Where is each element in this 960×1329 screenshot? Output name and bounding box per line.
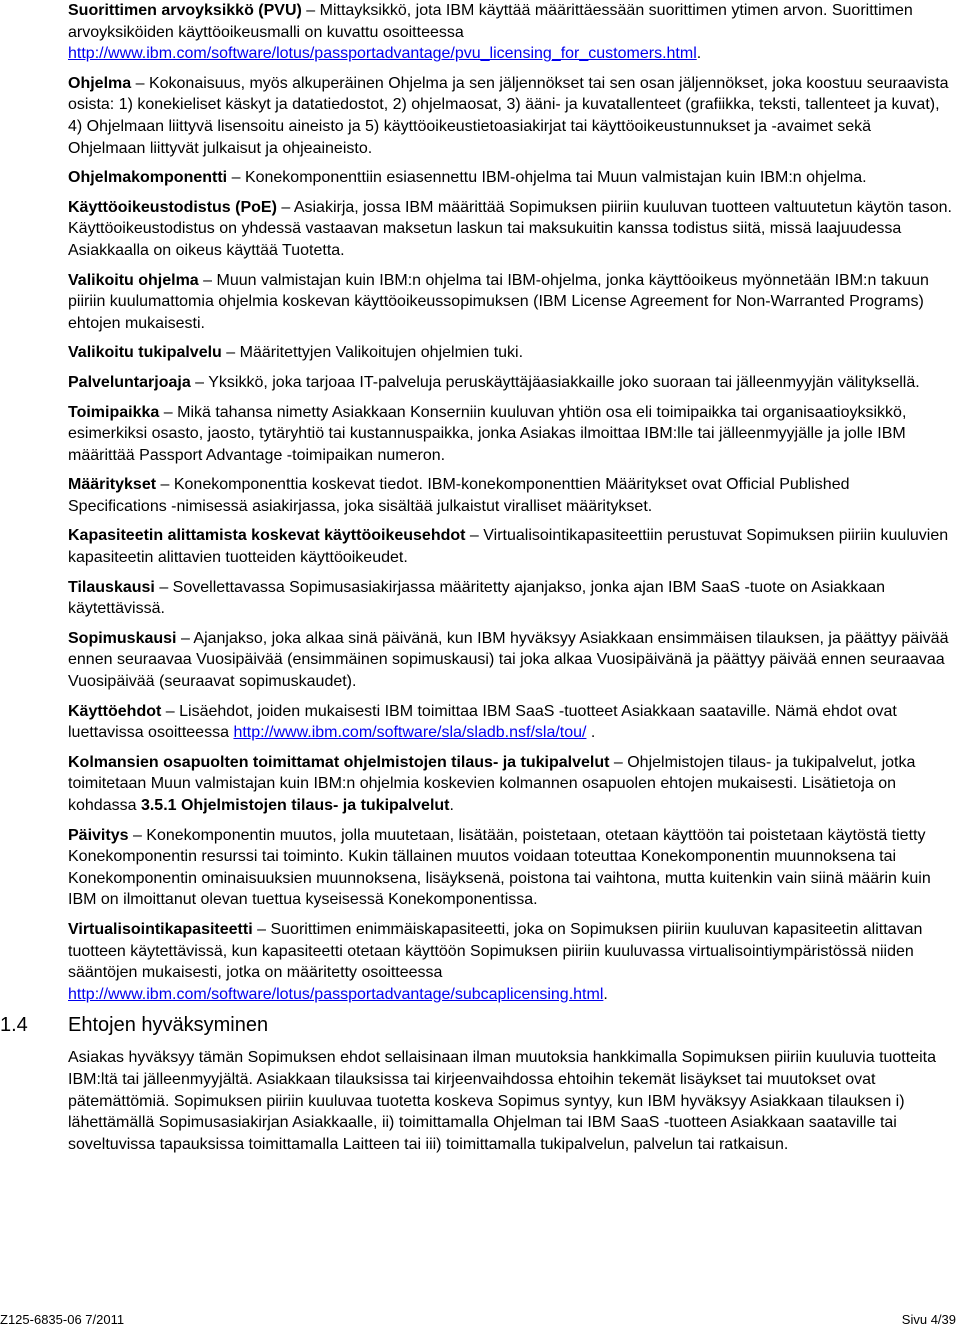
definition-term: Tilauskausi xyxy=(68,578,155,596)
terms-of-use-link[interactable]: http://www.ibm.com/software/sla/sladb.nsf/sla/tou/ xyxy=(233,724,587,742)
definition-poe: Käyttöoikeustodistus (PoE) – Asiakirja, jossa IBM määrittää Sopimuksen piiriin kuuluvan tuotteen valtuutetun käytön tason. Käyttöoikeustodistus on yhdessä vastaavan maksetun laskun tai maksukuitin kanssa todistus siitä, missä laajuudessa Asiakkaalla on oikeus käyttää Tuotetta. xyxy=(68,198,952,259)
definition-term: Palveluntarjoaja xyxy=(68,373,191,391)
definition-text: Muun valmistajan kuin IBM:n ohjelma tai IBM-ohjelma, jonka käyttöoikeus myönnetään IBM:n takuun piiriin kuulumattomia ohjelmia koskevan käyttöoikeussopimuksen (IBM License Agreement for Non-Warranted Programs) ehtojen mukaisesti. xyxy=(68,271,929,332)
definition-term: Toimipaikka xyxy=(68,403,160,421)
definition-ohjelma: Ohjelma – Kokonaisuus, myös alkuperäinen Ohjelma ja sen jäljennökset tai sen osan jäljennökset, joka koostuu seuraavista osista: 1) konekieliset käskyt ja datatiedostot, 2) ohjelmaosat, 3) ääni- ja kuvatallenteet (grafiikka, teksti, tallenteet ja kuvat), 4) Ohjelmaan liittyvä lisensoitu aineisto ja 5) käyttöoikeustietoasiakirjat tai käyttöoikeustunnukset ja -avaimet sekä Ohjelmaan liittyvät julkaisut ja ohjeaineisto. xyxy=(68,74,949,157)
definition-text: Mikä tahansa nimetty Asiakkaan Konserniin kuuluvan yhtiön osa eli toimipaikka tai organisaatioyksikkö, esimerkiksi osasto, jaosto, tytäryhtiö tai kustannuspaikka, jonka Asiakas ilmoittaa IBM:lle tai jälleenmyyjälle ja jolle IBM määrittää Passport Advantage -toimipaikan numeron. xyxy=(68,403,907,464)
definition-kayttoehdot: Käyttöehdot – Lisäehdot, joiden mukaisesti IBM toimittaa IBM SaaS -tuotteet Asiakkaan saataville. Nämä ehdot ovat luettavissa osoitteessa http://www.ibm.com/software/sla/sladb.nsf/sla/tou/ . xyxy=(68,702,897,742)
definition-term: Kapasiteetin alittamista koskevat käyttöoikeusehdot xyxy=(68,527,466,545)
definition-sopimuskausi: Sopimuskausi – Ajanjakso, joka alkaa sinä päivänä, kun IBM hyväksyy Asiakkaan ensimmäisen tilauksen, ja päättyy päivää ennen seuraavaa Vuosipäivää (ensimmäinen sopimuskausi) tai joka alkaa Vuosipäivänä ja päättyy päivää ennen seuraavaa Vuosipäivää (seuraavat sopimuskaudet). xyxy=(68,629,949,691)
definition-term: Päivitys xyxy=(68,826,129,844)
subcap-licensing-link[interactable]: http://www.ibm.com/software/lotus/passportadvantage/subcaplicensing.html xyxy=(68,985,604,1003)
definition-term: Virtualisointikapasiteetti xyxy=(68,920,253,938)
definition-term: Sopimuskausi xyxy=(68,629,177,647)
definition-kapasiteetin-alittaminen: Kapasiteetin alittamista koskevat käyttöoikeusehdot – Virtualisointikapasiteettiin perustuvat Sopimuksen piiriin kuuluvien kapasiteetin alittavien tuotteiden käyttöoikeudet. xyxy=(68,527,949,567)
definition-text: Konekomponenttia koskevat tiedot. IBM-konekomponenttien Määritykset ovat Official Published Specifications -nimisessä asiakirjassa, joka sisältää julkaistut viralliset määritykset. xyxy=(68,476,850,515)
definition-term: Määritykset xyxy=(68,476,157,494)
definition-term: Käyttöoikeustodistus (PoE) xyxy=(68,198,277,216)
section-body: Asiakas hyväksyy tämän Sopimuksen ehdot sellaisinaan ilman muutoksia hankkimalla Sopimuksen piiriin kuuluvia tuotteita IBM:ltä tai jälleenmyyjältä. Asiakkaan tilauksissa tai kirjeenvaihdossa ehtoihin tekemät lisäykset tai muutokset ovat pätemättömiä. Sopimuksen piiriin kuuluvaa tuotetta koskeva Sopimus syntyy, kun IBM hyväksyy Asiakkaan tilauksen i) lähettämällä Sopimusasiakirjan Asiakkaalle, ii) toimittamalla Ohjelman tai IBM SaaS -tuotteen Asiakkaan saataville tai soveltuvissa tapauksissa toimittamalla Laitteen tai iii) toimittamalla tukipalvelun, palvelun tai ratkaisun. xyxy=(68,1049,936,1153)
section-title: Ehtojen hyväksyminen xyxy=(68,1014,269,1037)
definition-valikoitu-tukipalvelu: Valikoitu tukipalvelu – Määritettyjen Valikoitujen ohjelmien tuki. xyxy=(68,344,524,362)
definition-text: Asiakirja, jossa IBM määrittää Sopimuksen piiriin kuuluvan tuotteen valtuutetun käytön tason. Käyttöoikeustodistus on yhdessä vastaavan maksetun laskun tai maksukuitin kanssa todistus siitä, missä laajuudessa Asiakkaalla on oikeus käyttää Tuotetta. xyxy=(68,198,952,259)
definition-valikoitu-ohjelma: Valikoitu ohjelma – Muun valmistajan kuin IBM:n ohjelma tai IBM-ohjelma, jonka käyttöoikeus myönnetään IBM:n takuun piiriin kuulumattomia ohjelmia koskevan käyttöoikeussopimuksen (IBM License Agreement for Non-Warranted Programs) ehtojen mukaisesti. xyxy=(68,271,929,332)
definition-text: Mittayksikkö, jota IBM käyttää määrittäessään suorittimen ytimen arvon. Suorittimen arvoyksiköiden käyttöoikeusmalli on kuvattu osoitteessa xyxy=(68,2,913,41)
definition-term: Ohjelmakomponentti xyxy=(68,169,228,187)
document-id: Z125-6835-06 7/2011 xyxy=(0,1312,125,1327)
definition-maaritykset: Määritykset – Konekomponenttia koskevat tiedot. IBM-konekomponenttien Määritykset ovat Official Published Specifications -nimisessä asiakirjassa, joka sisältää julkaistut viralliset määritykset. xyxy=(68,476,850,515)
definition-term: Valikoitu ohjelma xyxy=(68,271,199,289)
page-number: Sivu 4/39 xyxy=(901,1312,956,1327)
definition-term: Käyttöehdot xyxy=(68,702,162,720)
definition-paivitys: Päivitys – Konekomponentin muutos, jolla muutetaan, lisätään, poistetaan, otetaan käyttöön tai poistetaan käytöstä tietty Konekomponentin resurssi tai toiminto. Kukin tällainen muutos voidaan toteuttaa Konekomponentin muunnoksena tai Konekomponentin ominaisuuksien muunnoksena, lisäyksenä, poistona tai vaihtona, mutta kuitenkin vain siinä määrin kuin IBM on ilmoittanut olevan tuettua kyseisessä Konekomponentissa. xyxy=(68,826,931,909)
pvu-licensing-link[interactable]: http://www.ibm.com/software/lotus/passportadvantage/pvu_licensing_for_customers.html xyxy=(68,45,697,63)
section-heading xyxy=(0,1013,952,1037)
definition-pvu: Suorittimen arvoyksikkö (PVU) – Mittayksikkö, jota IBM käyttää määrittäessään suorittimen ytimen arvon. Suorittimen arvoyksiköiden käyttöoikeusmalli on kuvattu osoitteessa http://www.ibm.com/software/lotus/passportadvantage/pvu_licensing_for_customers.html. xyxy=(68,2,913,63)
section-reference: 3.5.1 Ohjelmistojen tilaus- ja tukipalvelut xyxy=(140,797,450,814)
definition-text: Lisäehdot, joiden mukaisesti IBM toimittaa IBM SaaS -tuotteet Asiakkaan saataville. Nämä ehdot ovat luettavissa osoitteessa xyxy=(68,702,897,742)
definition-toimipaikka: Toimipaikka – Mikä tahansa nimetty Asiakkaan Konserniin kuuluvan yhtiön osa eli toimipaikka tai organisaatioyksikkö, esimerkiksi osasto, jaosto, tytäryhtiö tai kustannuspaikka, jonka Asiakas ilmoittaa IBM:lle tai jälleenmyyjälle ja jolle IBM määrittää Passport Advantage -toimipaikan numeron. xyxy=(68,403,907,464)
definition-virtualisointikapasiteetti: Virtualisointikapasiteetti – Suorittimen enimmäiskapasiteetti, joka on Sopimuksen piiriin kuuluvan kapasiteetin alittavan tuotteen käytettävissä, kun kapasiteetti otetaan käyttöön Sopimuksen piiriin kuuluvassa virtualisointiympäristössä niiden sääntöjen mukaisesti, jotka on määritetty osoitteessa http://www.ibm.com/software/lotus/passportadvantage/subcaplicensing.html. xyxy=(68,920,923,1003)
definition-text: Sovellettavassa Sopimusasiakirjassa määritetty ajanjakso, jonka ajan IBM SaaS -tuote on Asiakkaan käytettävissä. xyxy=(68,578,886,618)
section-number: 1.4 xyxy=(0,1014,28,1037)
definition-term: Kolmansien osapuolten toimittamat ohjelmistojen tilaus- ja tukipalvelut xyxy=(68,753,610,771)
definition-term: Valikoitu tukipalvelu xyxy=(68,344,222,362)
definition-ohjelmakomponentti: Ohjelmakomponentti – Konekomponenttiin esiasennettu IBM-ohjelma tai Muun valmistajan kuin IBM:n ohjelma. xyxy=(68,169,867,187)
definition-text: Kokonaisuus, myös alkuperäinen Ohjelma ja sen jäljennökset tai sen osan jäljennökset, joka koostuu seuraavista osista: 1) konekieliset käskyt ja datatiedostot, 2) ohjelmaosat, 3) ääni- ja kuvatallenteet (grafiikka, teksti, tallenteet ja kuvat), 4) Ohjelmaan liittyvä lisensoitu aineisto ja 5) käyttöoikeustietoasiakirjat tai käyttöoikeustunnukset ja -avaimet sekä Ohjelmaan liittyvät julkaisut ja ohjeaineisto. xyxy=(68,74,949,157)
definition-text: Yksikkö, joka tarjoaa IT-palveluja peruskäyttäjäasiakkaille joko suoraan tai jälleenmyyjän välityksellä. xyxy=(208,373,920,391)
definition-kolmansien-osapuolten-palvelut: Kolmansien osapuolten toimittamat ohjelmistojen tilaus- ja tukipalvelut – Ohjelmistojen tilaus- ja tukipalvelut, jotka toimitetaan Muun valmistajan kuin IBM:n ohjelmia koskevien kolmannen osapuolen ehtojen mukaisesti. Lisätietoja on kohdassa 3.5.1 Ohjelmistojen tilaus- ja tukipalvelut. xyxy=(68,753,916,814)
definition-text: Määritettyjen Valikoitujen ohjelmien tuki. xyxy=(239,344,524,362)
definition-tilauskausi: Tilauskausi – Sovellettavassa Sopimusasiakirjassa määritetty ajanjakso, jonka ajan IBM SaaS -tuote on Asiakkaan käytettävissä. xyxy=(68,578,886,618)
definition-text: Ajanjakso, joka alkaa sinä päivänä, kun IBM hyväksyy Asiakkaan ensimmäisen tilauksen, ja päättyy päivää ennen seuraavaa Vuosipäivää (ensimmäinen sopimuskausi) tai joka alkaa Vuosipäivänä ja päättyy päivää ennen seuraavaa Vuosipäivää (seuraavat sopimuskaudet). xyxy=(68,629,949,691)
definition-text: Ohjelmistojen tilaus- ja tukipalvelut, jotka toimitetaan Muun valmistajan kuin IBM:n ohjelmia koskevien kolmannen osapuolen ehtojen mukaisesti. Lisätietoja on kohdassa xyxy=(68,753,916,814)
definition-text: Virtualisointikapasiteettiin perustuvat Sopimuksen piiriin kuuluvien kapasiteetin alittavien tuotteiden käyttöoikeudet. xyxy=(68,527,949,567)
definition-text: Konekomponenttiin esiasennettu IBM-ohjelma tai Muun valmistajan kuin IBM:n ohjelma. xyxy=(244,169,867,187)
definition-palveluntarjoaja: Palveluntarjoaja – Yksikkö, joka tarjoaa IT-palveluja peruskäyttäjäasiakkaille joko suoraan tai jälleenmyyjän välityksellä. xyxy=(68,373,920,391)
definition-text: Suorittimen enimmäiskapasiteetti, joka on Sopimuksen piiriin kuuluvan kapasiteetin alittavan tuotteen käytettävissä, kun kapasiteetti otetaan käyttöön Sopimuksen piiriin kuuluvassa virtualisointiympäristössä niiden sääntöjen mukaisesti, jotka on määritetty osoitteessa xyxy=(68,920,923,982)
definition-term: Ohjelma xyxy=(68,74,132,92)
definition-text: Konekomponentin muutos, jolla muutetaan, lisätään, poistetaan, otetaan käyttöön tai poistetaan käytöstä tietty Konekomponentin resurssi tai toiminto. Kukin tällainen muutos voidaan toteuttaa Konekomponentin muunnoksena tai Konekomponentin ominaisuuksien muunnoksena, lisäyksenä, poistona tai vaihtona, mutta kuitenkin vain siinä määrin kuin IBM on ilmoittanut olevan tuettua kyseisessä Konekomponentissa. xyxy=(68,826,931,909)
definition-term: Suorittimen arvoyksikkö (PVU) xyxy=(68,2,302,19)
